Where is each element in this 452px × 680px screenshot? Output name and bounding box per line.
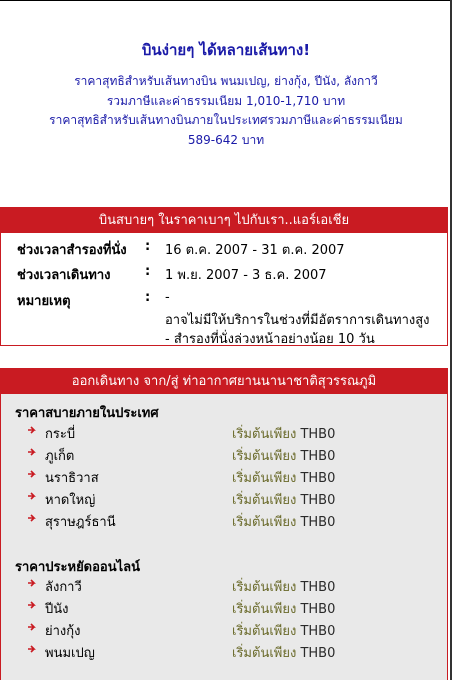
online-section-title: ราคาประหยัดออนไลน์ [15, 560, 141, 575]
booking-period-label: ช่วงเวลาสำรองที่นั่ง [17, 243, 127, 258]
arrow-bullet-icon [27, 514, 37, 524]
list-item[interactable] [1, 423, 447, 443]
price-text: เริ่มต้นเพียง THB0 [232, 449, 336, 464]
arrow-bullet-icon [27, 601, 37, 611]
destination-link[interactable]: ลังกาวี [45, 580, 82, 595]
promo-box-header: บินสบายๆ ในราคาเบาๆ ไปกับเรา..แอร์เอเชีย [1, 208, 447, 233]
top-divider [0, 0, 452, 1]
list-item[interactable] [1, 576, 447, 596]
arrow-bullet-icon [27, 645, 37, 655]
price-text: เริ่มต้นเพียง THB0 [232, 646, 336, 661]
remarks-label: หมายเหตุ [17, 294, 71, 309]
departures-box [0, 368, 448, 680]
intro-text [0, 72, 452, 150]
price-text: เริ่มต้นเพียง THB0 [232, 580, 336, 595]
list-item[interactable] [1, 489, 447, 509]
price-text: เริ่มต้นเพียง THB0 [232, 515, 336, 530]
arrow-bullet-icon [27, 470, 37, 480]
arrow-bullet-icon [27, 426, 37, 436]
page-headline: บินง่ายๆ ได้หลายเส้นทาง! [141, 41, 311, 59]
intro-line: 589-642 บาท [187, 132, 265, 147]
destination-link[interactable]: ภูเก็ต [45, 449, 75, 464]
destination-link[interactable]: ย่างกุ้ง [45, 624, 81, 639]
destination-link[interactable]: หาดใหญ่ [45, 493, 96, 508]
destination-link[interactable]: พนมเปญ [45, 646, 95, 661]
colon: : [145, 290, 151, 305]
destination-link[interactable]: ปีนัง [45, 602, 69, 617]
colon: : [145, 264, 151, 279]
promo-info-box [0, 207, 448, 346]
colon: : [145, 239, 151, 254]
arrow-bullet-icon [27, 492, 37, 502]
intro-line: ราคาสุทธิสำหรับเส้นทางบิน พนมเปญ, ย่างกุ้ง, ปีนัง, ลังกาวี [74, 74, 378, 88]
domestic-section-title: ราคาสบายภายในประเทศ [15, 406, 159, 421]
travel-period-value: 1 พ.ย. 2007 - 3 ธ.ค. 2007 [165, 268, 327, 283]
travel-period-label: ช่วงเวลาเดินทาง [17, 268, 111, 283]
arrow-bullet-icon [27, 623, 37, 633]
remarks-line: อาจไม่มีให้บริการในช่วงที่มีอัตราการเดินทางสูง [165, 313, 430, 328]
booking-period-value: 16 ต.ค. 2007 - 31 ต.ค. 2007 [165, 243, 345, 258]
destination-link[interactable]: กระบี่ [45, 427, 76, 442]
price-text: เริ่มต้นเพียง THB0 [232, 602, 336, 617]
price-text: เริ่มต้นเพียง THB0 [232, 471, 336, 486]
price-text: เริ่มต้นเพียง THB0 [232, 427, 336, 442]
remarks-line: - สำรองที่นั่งล่วงหน้าอย่างน้อย 10 วัน [165, 332, 375, 347]
destination-link[interactable]: นราธิวาส [45, 471, 99, 486]
list-item[interactable] [1, 620, 447, 640]
remarks-line: - [165, 290, 170, 305]
list-item[interactable] [1, 598, 447, 618]
intro-line: ราคาสุทธิสำหรับเส้นทางบินภายในประเทศรวมภาษีและค่าธรรมเนียม [49, 113, 403, 127]
list-item[interactable] [1, 642, 447, 662]
list-item[interactable] [1, 511, 447, 531]
destination-link[interactable]: สุราษฎร์ธานี [45, 515, 116, 530]
price-text: เริ่มต้นเพียง THB0 [232, 493, 336, 508]
departures-box-header: ออกเดินทาง จาก/สู่ ท่าอากาศยานนานาชาติสุวรรณภูมิ [1, 369, 447, 394]
price-text: เริ่มต้นเพียง THB0 [232, 624, 336, 639]
list-item[interactable] [1, 467, 447, 487]
list-item[interactable] [1, 445, 447, 465]
intro-line: รวมภาษีและค่าธรรมเนียม 1,010-1,710 บาท [106, 93, 346, 108]
arrow-bullet-icon [27, 579, 37, 589]
arrow-bullet-icon [27, 448, 37, 458]
